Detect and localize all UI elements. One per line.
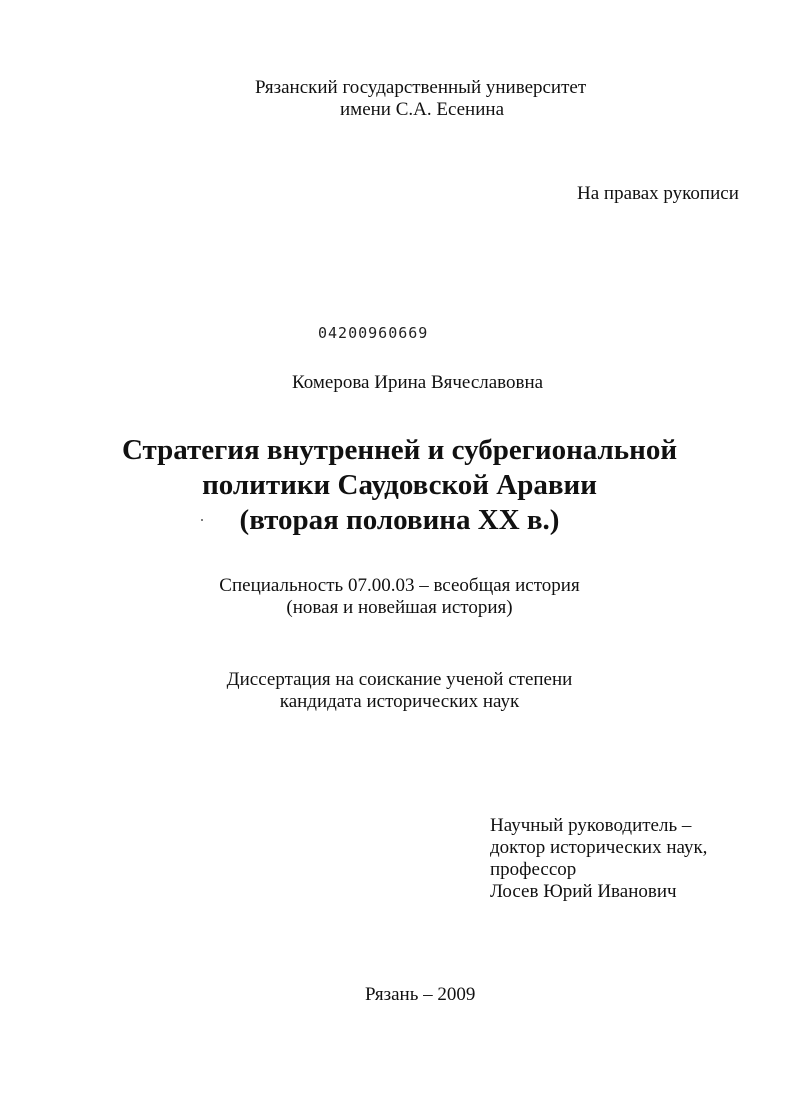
degree-line1: Диссертация на соискание ученой степени <box>226 669 573 690</box>
specialty-line1: Специальность 07.00.03 – всеобщая история <box>219 575 580 596</box>
rights-note: На правах рукописи <box>577 183 739 204</box>
specialty-line2: (новая и новейшая история) <box>286 597 513 618</box>
university-name-line2: имени С.А. Есенина <box>340 99 504 120</box>
supervisor-role: Научный руководитель – <box>490 815 692 836</box>
supervisor-name: Лосев Юрий Иванович <box>490 881 677 902</box>
place-and-year: Рязань – 2009 <box>365 984 476 1005</box>
dissertation-title-line2: политики Саудовской Аравии <box>202 469 597 501</box>
archive-code: 04200960669 <box>318 324 429 342</box>
dissertation-title-line3: (вторая половина XX в.) <box>239 504 560 536</box>
author-name: Комерова Ирина Вячеславовна <box>292 372 544 393</box>
university-name-line1: Рязанский государственный университет <box>255 77 587 98</box>
degree-line2: кандидата исторических наук <box>279 691 520 712</box>
scan-speck <box>201 519 203 521</box>
dissertation-title-line1: Стратегия внутренней и субрегиональной <box>121 434 678 466</box>
supervisor-title: профессор <box>490 859 577 880</box>
supervisor-degree: доктор исторических наук, <box>490 837 708 858</box>
